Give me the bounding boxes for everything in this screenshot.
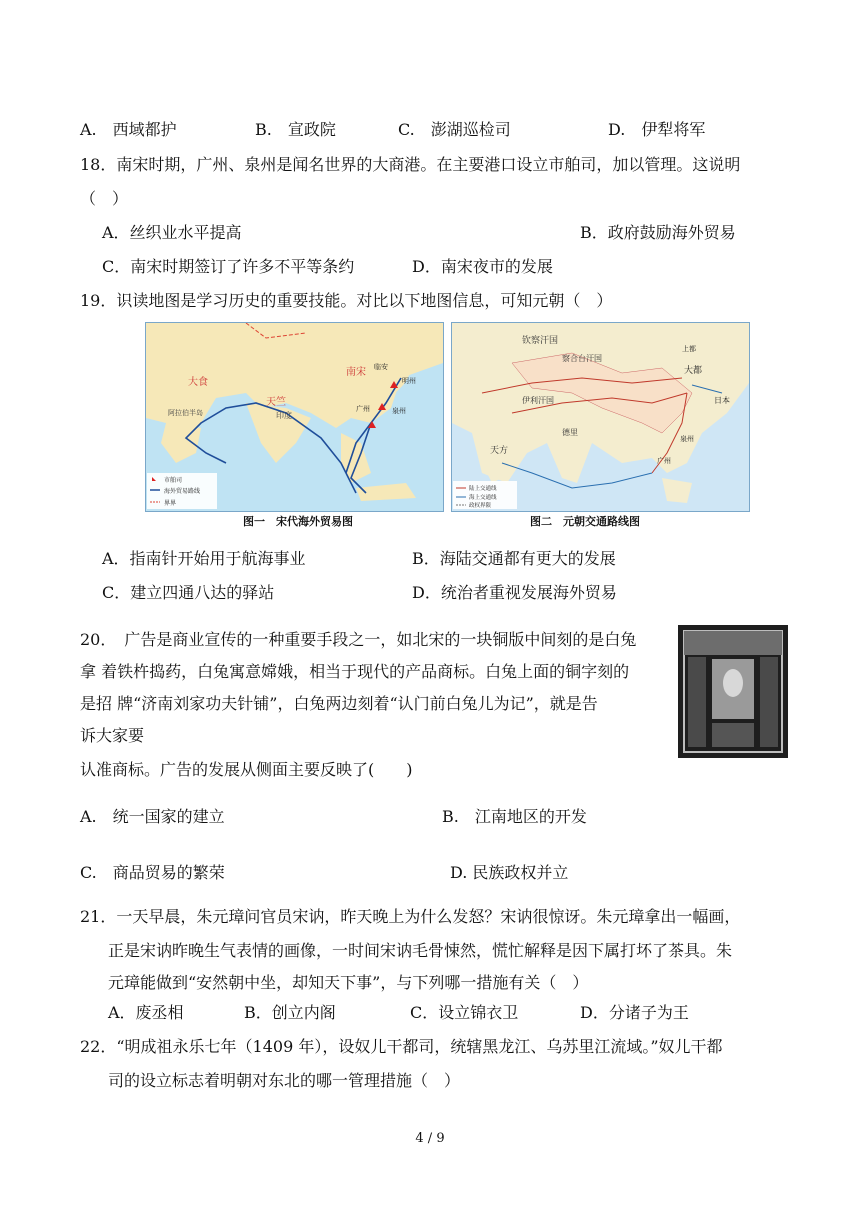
q17-option-d: D. 伊犁将军	[608, 120, 706, 139]
q17-option-b: B. 宣政院	[255, 120, 336, 139]
map1-label: 广州	[356, 405, 370, 413]
map2-label: 天方	[490, 446, 509, 456]
q17-option-a: A. 西域都护	[80, 120, 177, 139]
q20-line-2: 拿 着铁杵捣药，白兔寓意嫦娥，相当于现代的产品商标。白兔上面的铜字刻的	[80, 662, 630, 681]
map1-label: 南宋	[346, 367, 366, 378]
map2-label: 泉州	[680, 435, 694, 443]
map2-label: 日本	[714, 396, 730, 405]
q19-option-b: B．海陆交通都有更大的发展	[412, 549, 616, 568]
map1-label: 临安	[374, 363, 388, 371]
q19-option-c: C．建立四通八达的驿站	[102, 583, 275, 602]
q20-line-4: 诉大家要	[80, 726, 145, 745]
q19-maps	[145, 322, 768, 534]
map2-legend-item: 陆上交通线	[469, 486, 497, 492]
map1-label: 大食	[188, 377, 208, 388]
q18-option-d: D．南宋夜市的发展	[412, 257, 553, 276]
q20-line-5: 认准商标。广告的发展从侧面主要反映了( )	[80, 760, 413, 779]
map1-legend-item: 界界	[164, 500, 177, 507]
copper-plate-image	[678, 625, 788, 758]
q21-line-2: 正是宋讷昨晚生气表情的画像，一时间宋讷毛骨悚然，慌忙解释是因下属打坏了茶具。朱	[108, 941, 733, 960]
q22-line-2: 司的设立标志着明朝对东北的哪一管理措施（ ）	[108, 1071, 461, 1090]
q20-option-a: A. 统一国家的建立	[80, 807, 225, 826]
map2-legend-item: 政权界限	[469, 503, 492, 509]
q18-stem-paren: （ ）	[80, 189, 129, 208]
map1-legend-item: 市舶司	[164, 477, 183, 484]
q21-option-b: B．创立内阁	[244, 1003, 336, 1022]
map2-legend-item: 海上交通线	[469, 495, 497, 501]
q19-option-a: A．指南针开始用于航海事业	[102, 549, 306, 568]
yuan-transport-map	[451, 322, 750, 512]
map2-label: 广州	[657, 457, 671, 465]
map1-caption: 图一 宋代海外贸易图	[243, 515, 353, 528]
q18-stem: 18．南宋时期，广州、泉州是闻名世界的大商港。在主要港口设立市舶司，加以管理。这说明	[80, 155, 741, 174]
map1-label: 天竺	[266, 397, 286, 408]
map1-label: 泉州	[392, 407, 406, 415]
map1-label: 阿拉伯半岛	[168, 409, 203, 417]
q20-line-3: 是招 牌“济南刘家功夫针铺”，白兔两边刻着“认门前白兔儿为记”，就是告	[80, 694, 598, 713]
q20-line-1: 20． 广告是商业宣传的一种重要手段之一，如北宋的一块铜版中间刻的是白兔	[80, 630, 637, 649]
q21-line-3: 元璋能做到“安然朝中坐，却知天下事”，与下列哪一措施有关（ ）	[108, 973, 589, 992]
q21-option-d: D．分诸子为王	[580, 1003, 689, 1022]
q18-option-b: B．政府鼓励海外贸易	[580, 223, 736, 242]
q17-option-c: C. 澎湖巡检司	[398, 120, 511, 139]
q20-option-b: B. 江南地区的开发	[442, 807, 587, 826]
q21-option-a: A．废丞相	[108, 1003, 184, 1022]
map2-label: 德里	[562, 428, 578, 437]
q18-option-c: C．南宋时期签订了许多不平等条约	[102, 257, 355, 276]
map1-legend-item: 海外贸易路线	[164, 488, 201, 495]
q20-option-c: C. 商品贸易的繁荣	[80, 863, 225, 882]
map2-caption: 图二 元朝交通路线图	[530, 515, 640, 528]
q22-line-1: 22．“明成祖永乐七年（1409 年），设奴儿干都司，统辖黑龙江、乌苏里江流域。”奴儿干都	[80, 1037, 723, 1056]
q21-line-1: 21．一天早晨，朱元璋问官员宋讷，昨天晚上为什么发怒？宋讷很惊讶。朱元璋拿出一幅画，	[80, 907, 741, 926]
page-number: 4 / 9	[415, 1131, 445, 1146]
q20-option-d: D. 民族政权并立	[450, 863, 569, 882]
song-trade-map	[145, 322, 444, 512]
map2-label: 上都	[682, 345, 696, 353]
map2-label: 钦察汗国	[522, 336, 559, 346]
map2-label: 察合台汗国	[562, 354, 602, 363]
q21-option-c: C．设立锦衣卫	[410, 1003, 519, 1022]
map2-label: 大都	[684, 366, 703, 376]
q19-stem: 19．识读地图是学习历史的重要技能。对比以下地图信息，可知元朝（ ）	[80, 291, 613, 310]
map2-label: 伊利汗国	[522, 396, 554, 405]
map1-label: 印度	[276, 411, 292, 420]
q19-option-d: D．统治者重视发展海外贸易	[412, 583, 617, 602]
map1-label: 明州	[402, 377, 416, 385]
q18-option-a: A．丝织业水平提高	[102, 223, 242, 242]
